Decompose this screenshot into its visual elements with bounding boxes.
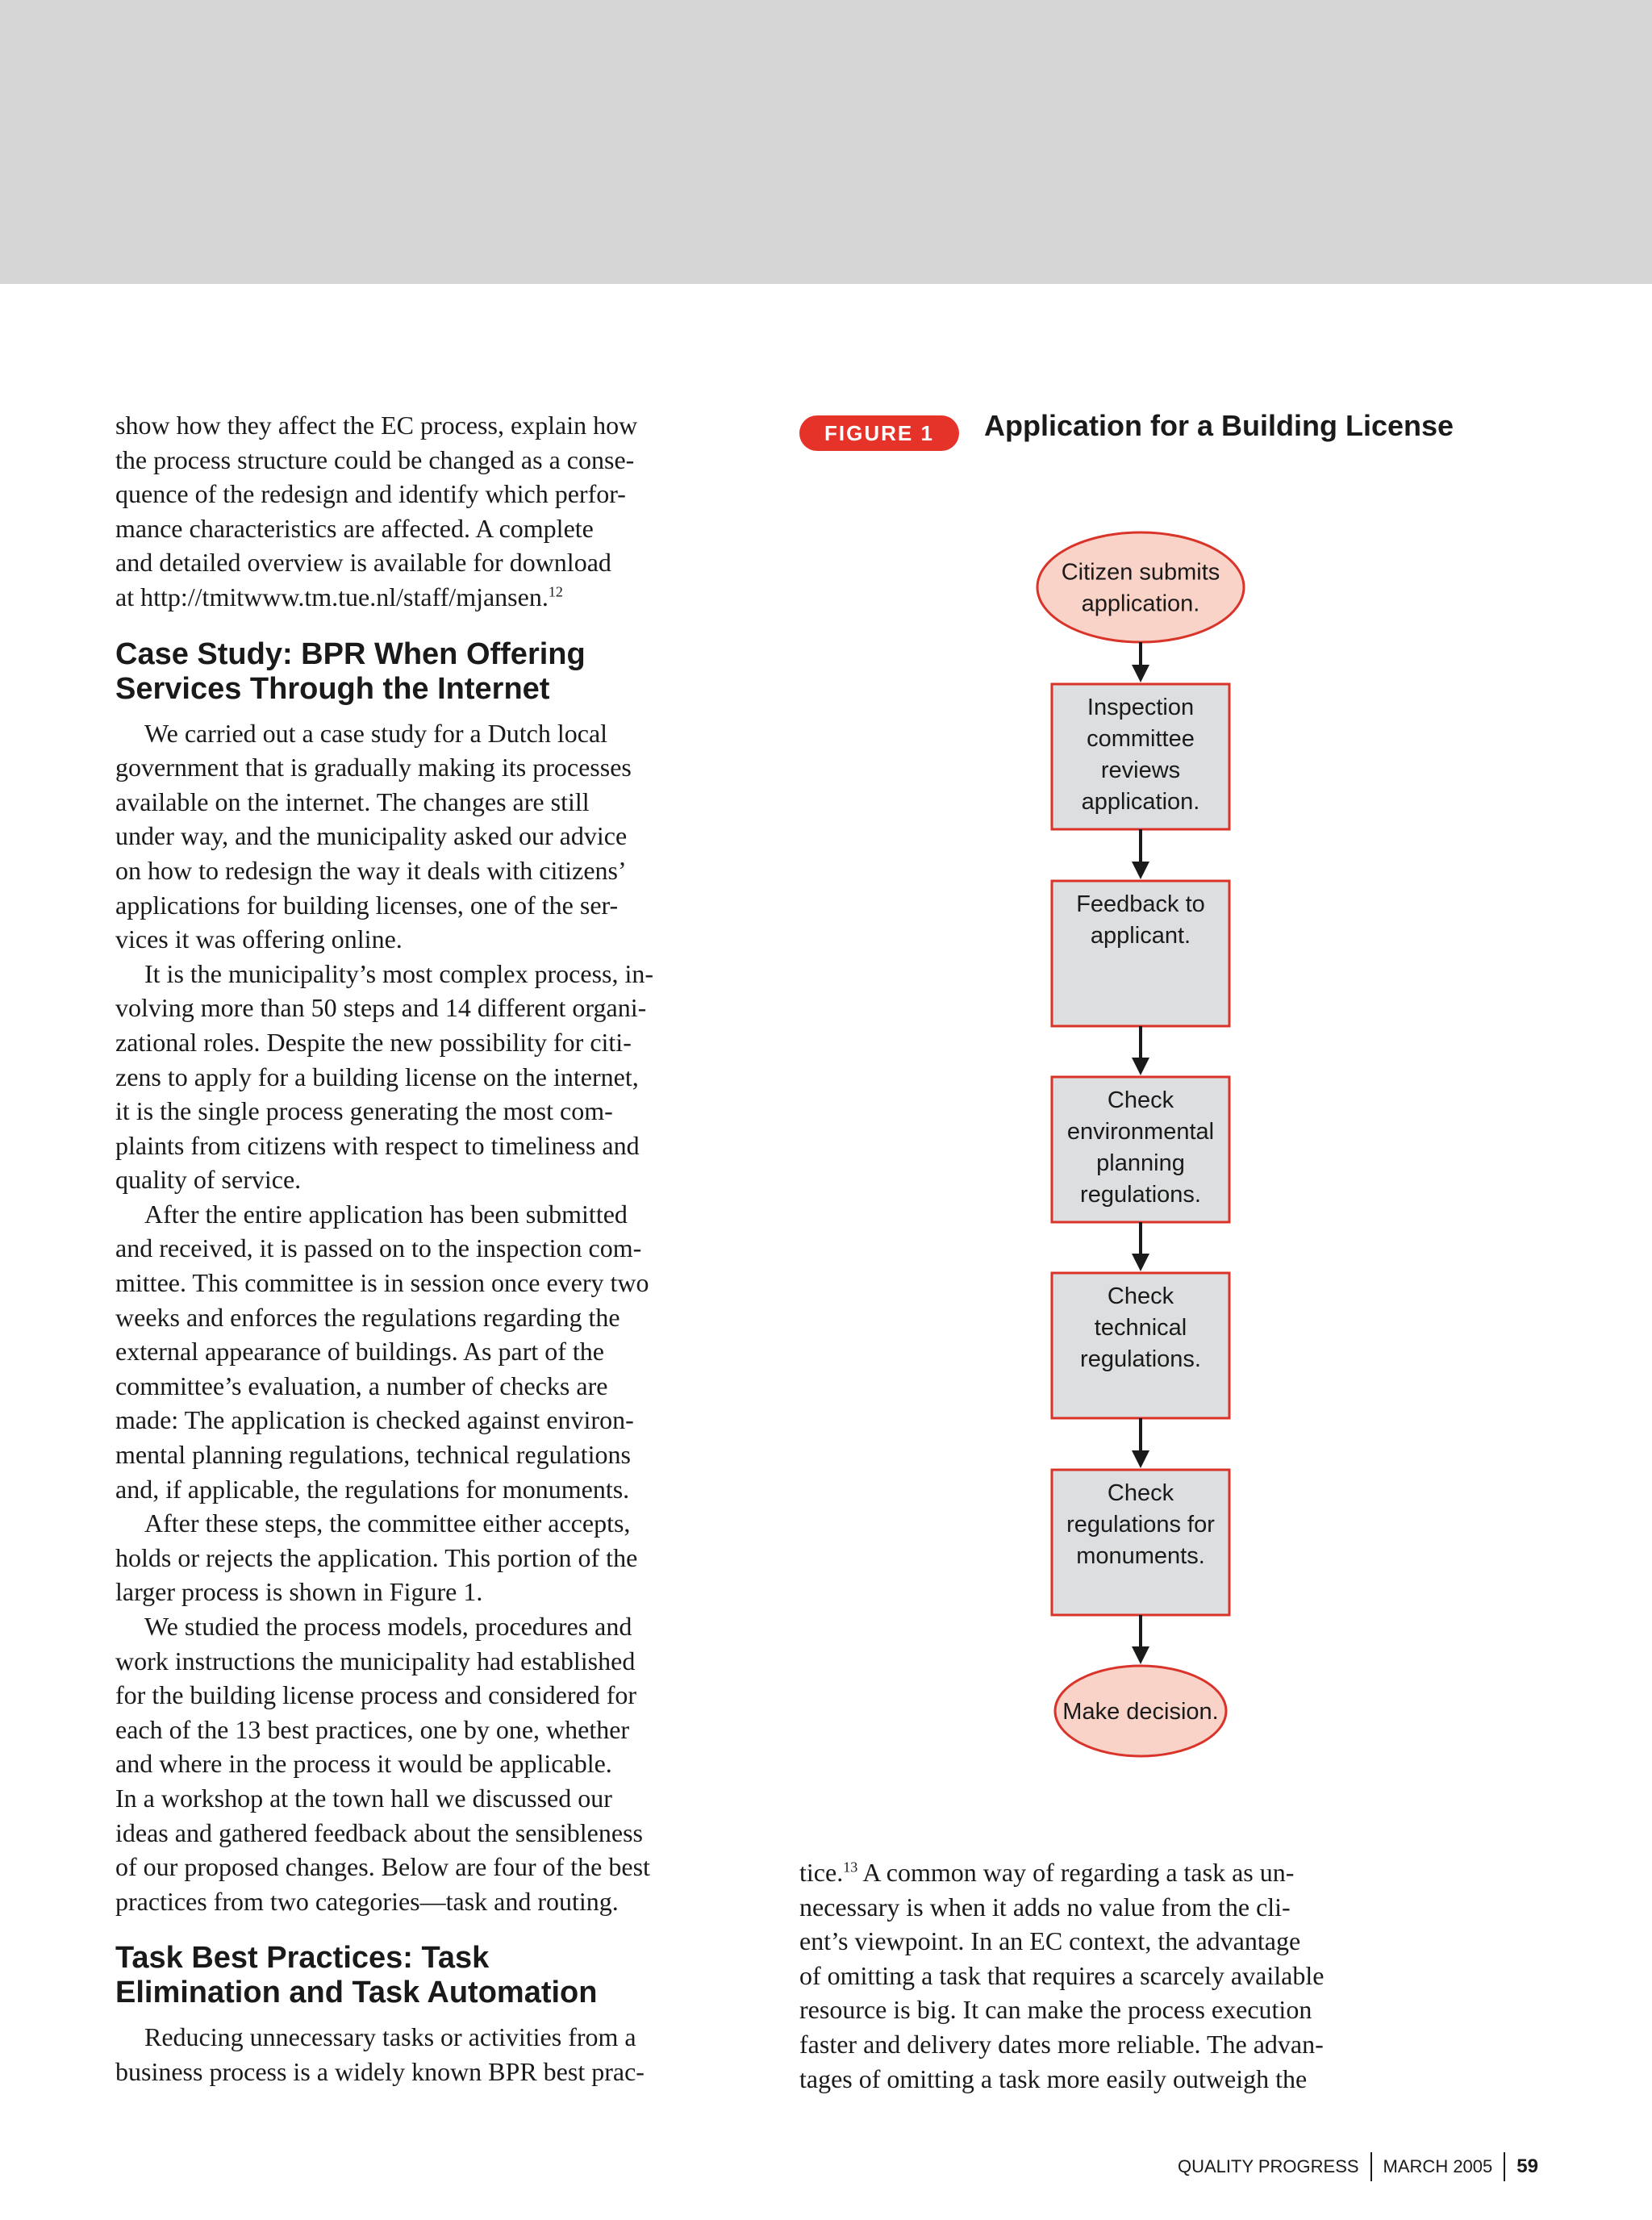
footer-divider bbox=[1504, 2152, 1505, 2181]
footnote-ref-13: 13 bbox=[843, 1859, 858, 1876]
flowchart-node-1 bbox=[1037, 532, 1244, 642]
flowchart-arrow bbox=[1132, 1222, 1149, 1271]
flowchart-node-label: committee bbox=[1087, 726, 1195, 752]
flowchart-arrow bbox=[1132, 1026, 1149, 1075]
flowchart-node-label: application. bbox=[1081, 590, 1200, 617]
flowchart-node-label: Check bbox=[1107, 1087, 1174, 1113]
flowchart-node-label: Inspection bbox=[1087, 695, 1195, 720]
paragraph-task-best-practices: Reducing unnecessary tasks or activities from a business process is a widely known BPR best prac- bbox=[115, 2022, 645, 2086]
flowchart-node-label: technical bbox=[1094, 1315, 1187, 1341]
paragraph-case-study-4: After these steps, the committee either accepts, holds or rejects the application. This portion of the larger process is shown in Figure 1. bbox=[115, 1509, 638, 1607]
top-gray-band bbox=[0, 0, 1652, 284]
footnote-ref-12: 12 bbox=[548, 583, 563, 600]
paragraph-case-study-5: We studied the process models, procedures and work instructions the municipality had established for the building license process and considered for each of the 13 best practices, one by one, whether and where in the process it would be applicable. In a workshop at the town hall we discussed our ideas and gathered feedback about the sensibleness of our proposed changes. Below are four of the best practices from two categories—task and routing. bbox=[115, 1612, 650, 1916]
flowchart-node-label: monuments. bbox=[1076, 1543, 1205, 1569]
right-column-text bbox=[799, 1855, 1445, 2096]
footer-date: MARCH 2005 bbox=[1383, 2156, 1493, 2176]
flowchart-node-7 bbox=[1055, 1666, 1226, 1756]
flowchart-arrow bbox=[1132, 1615, 1149, 1664]
figure-badge: FIGURE 1 bbox=[799, 415, 959, 451]
paragraph-case-study-3: After the entire application has been submitted and received, it is passed on to the inspection com- mittee. This committee is in session once every two weeks and enforces the regulations regarding the external appearance of buildings. As part of the committee’s evaluation, a number of checks are made: The application is checked against environ- mental planning regulations, technical regulations and, if applicable, the regulations for monuments. bbox=[115, 1199, 649, 1504]
flowchart-node-label: applicant. bbox=[1090, 923, 1191, 949]
flowchart-node-2 bbox=[1052, 684, 1229, 829]
flowchart bbox=[961, 468, 1251, 1783]
paragraph-continued: tice.$^{13}$ A common way of regarding a task as un- necessary is when it adds no value from the cli- ent’s viewpoint. In an EC context, the advantage of omitting a task that requires a scarcely available resource is big. It can make the process execution faster and delivery dates more reliable. The advan- tages of omitting a task more easily outweigh the bbox=[799, 1858, 1325, 2093]
flowchart-node-label: Make decision. bbox=[1062, 1699, 1219, 1725]
flowchart-node-label: planning bbox=[1096, 1150, 1185, 1176]
flowchart-node-3 bbox=[1052, 881, 1229, 1026]
paragraph-case-study-2: It is the municipality’s most complex process, in- volving more than 50 steps and 14 different organi- zational roles. Despite the new possibility for citi- zens to apply for a building license on the internet, it is the single process generating the most com- plaints from citizens with respect to timeliness and quality of service. bbox=[115, 958, 654, 1195]
flowchart-node-6 bbox=[1052, 1470, 1229, 1615]
section-heading-case-study: Case Study: BPR When Offering Services Through the Internet bbox=[115, 636, 586, 706]
flowchart-arrow bbox=[1132, 642, 1149, 682]
flowchart-node-label: regulations. bbox=[1080, 1182, 1201, 1208]
footer-publication: QUALITY PROGRESS bbox=[1178, 2156, 1359, 2176]
flowchart-node-5 bbox=[1052, 1273, 1229, 1418]
footer-divider bbox=[1370, 2152, 1372, 2181]
flowchart-node-label: regulations. bbox=[1080, 1346, 1201, 1372]
flowchart-arrow bbox=[1132, 1418, 1149, 1468]
flowchart-arrow bbox=[1132, 829, 1149, 879]
flowchart-node-label: Check bbox=[1107, 1480, 1174, 1506]
page-number: 59 bbox=[1516, 2155, 1538, 2177]
flowchart-node-label: Check bbox=[1107, 1283, 1174, 1309]
intro-paragraph: show how they affect the EC process, explain how the process structure could be changed as a conse- quence of the redesign and identify which perfor- mance characteristics are affected. A complete and detailed overview is available for download at http://tmitwww.tm.tue.nl/staff/mjansen.$^{12}$ bbox=[115, 411, 638, 611]
paragraph-case-study-1: We carried out a case study for a Dutch local government that is gradually making its processes available on the internet. The changes are still under way, and the municipality asked our advice on how to redesign the way it deals with citizens’ applications for building licenses, one of the ser- vices it was offering online. bbox=[115, 718, 632, 954]
flowchart-node-label: Feedback to bbox=[1076, 891, 1205, 917]
figure-title: Application for a Building License bbox=[984, 409, 1454, 442]
flowchart-node-label: reviews bbox=[1100, 757, 1181, 783]
flowchart-node-4 bbox=[1052, 1077, 1229, 1222]
flowchart-node-label: Citizen submits bbox=[1061, 559, 1220, 586]
section-heading-task-best-practices: Task Best Practices: Task Elimination and Task Automation bbox=[115, 1941, 598, 2010]
left-column bbox=[115, 408, 745, 2089]
flowchart-node-label: regulations for bbox=[1066, 1512, 1215, 1538]
flowchart-node-label: environmental bbox=[1066, 1119, 1215, 1145]
flowchart-node-label: application. bbox=[1081, 789, 1200, 815]
page-footer bbox=[1178, 2152, 1538, 2181]
